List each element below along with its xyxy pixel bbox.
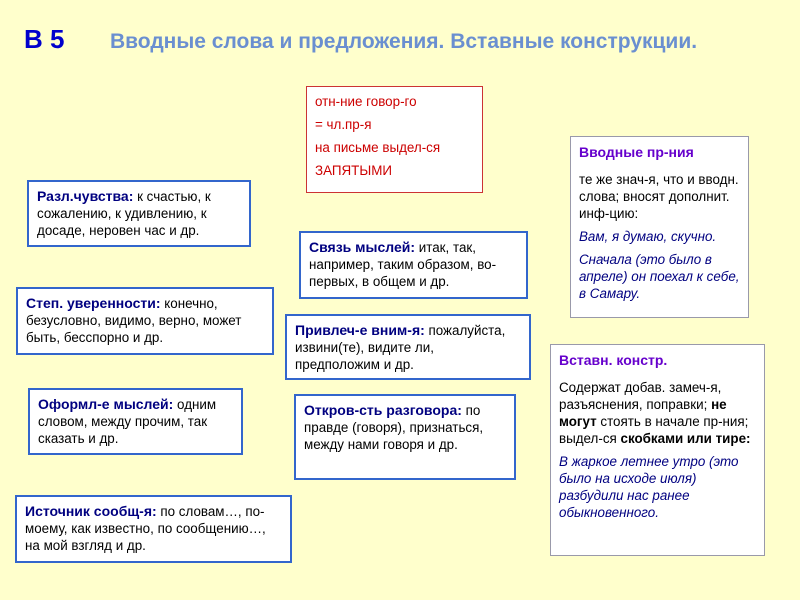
frankness-heading: Откров-сть разговора: bbox=[304, 402, 462, 418]
feelings-heading: Разл.чувства: bbox=[37, 188, 134, 204]
slide-number: В 5 bbox=[24, 24, 65, 54]
center-line-2-suffix: -я bbox=[359, 117, 372, 132]
frankness-box bbox=[294, 394, 516, 480]
frankness-text: по правде (говоря), признаться, между нами говоря и др. bbox=[304, 403, 484, 452]
connection-heading: Связь мыслей: bbox=[309, 239, 416, 255]
certainty-text: конечно, безусловно, видимо, верно, может быть, бесспорно и др. bbox=[26, 296, 242, 345]
connection-text: итак, так, например, таким образом, во-первых, в общем и др. bbox=[309, 240, 497, 289]
intro-sentences-heading: Вводные пр-ния bbox=[579, 144, 694, 160]
intro-sentences-box bbox=[570, 136, 749, 318]
formulation-heading: Оформл-е мыслей: bbox=[38, 396, 174, 412]
source-heading: Источник сообщ-я: bbox=[25, 503, 157, 519]
connection-box bbox=[299, 231, 528, 299]
certainty-heading: Степ. уверенности: bbox=[26, 295, 161, 311]
formulation-box bbox=[28, 388, 243, 455]
attention-box bbox=[285, 314, 531, 380]
insertions-cannot: не могут bbox=[559, 397, 727, 429]
center-line-2 bbox=[315, 116, 474, 133]
insertions-description: Содержат добав. замеч-я, разъяснения, поправки; не могут стоять в начале пр-ния; выдел-ся скобками или тире: bbox=[559, 380, 751, 446]
formulation-text: одним словом, между прочим, так сказать и др. bbox=[38, 397, 217, 446]
insertions-heading: Вставн. констр. bbox=[559, 352, 668, 368]
center-line-3: на письме выдел-ся bbox=[315, 140, 441, 155]
insertions-brackets-dash: скобками или тире: bbox=[620, 431, 751, 446]
center-line-2-prefix: = чл.пр bbox=[315, 117, 360, 132]
intro-sentences-example-2: Сначала (это было в апреле) он поехал к себе, в Самару. bbox=[579, 252, 740, 301]
center-definition-box bbox=[306, 86, 483, 193]
intro-sentences-example-1: Вам, я думаю, скучно. bbox=[579, 229, 717, 244]
attention-text: пожалуйста, извини(те), видите ли, предположим и др. bbox=[295, 323, 506, 372]
attention-heading: Привлеч-е вним-я: bbox=[295, 322, 425, 338]
feelings-text: к счастью, к сожалению, к удивлению, к досаде, неровен час и др. bbox=[37, 189, 211, 238]
source-box bbox=[15, 495, 292, 563]
slide-title: Вводные слова и предложения. Вставные конструкции. bbox=[110, 30, 698, 53]
feelings-box bbox=[27, 180, 251, 247]
source-text: по словам…, по-моему, как известно, по сообщению…, на мой взгляд и др. bbox=[25, 504, 266, 553]
center-line-4: ЗАПЯТЫМИ bbox=[315, 163, 392, 178]
certainty-box bbox=[16, 287, 274, 355]
insertions-box bbox=[550, 344, 765, 556]
insertions-example: В жаркое летнее утро (это было на исходе июля) разбудили нас ранее обыкновенного. bbox=[559, 454, 739, 520]
intro-sentences-description: те же знач-я, что и вводн. слова; вносят дополнит. инф-цию: bbox=[579, 172, 739, 221]
center-line-1: отн-ние говор-го bbox=[315, 94, 417, 109]
